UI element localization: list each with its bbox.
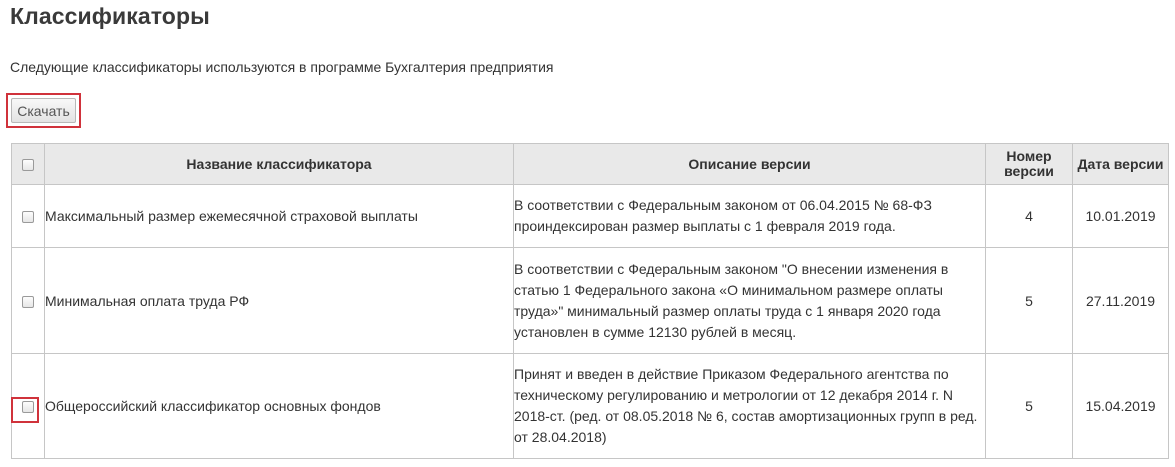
table-header-row bbox=[12, 144, 1169, 185]
version-description: В соответствии с Федеральным законом от 06.04.2015 № 68-ФЗ проиндексирован размер выплаты с 1 февраля 2019 года. bbox=[514, 185, 986, 248]
version-description: В соответствии с Федеральным законом "О внесении изменения в статью 1 Федерального закона «О минимальном размере оплаты труда»" минимальный размер оплаты труда с 1 января 2020 года установлен в сумме 12130 рублей в месяц. bbox=[514, 248, 986, 354]
version-number: 4 bbox=[986, 185, 1073, 248]
select-all-checkbox[interactable] bbox=[22, 159, 34, 171]
version-description: Принят и введен в действие Приказом Федерального агентства по техническому регулированию и метрологии от 12 декабря 2014 г. N 2018-ст. (ред. от 08.05.2018 № 6, состав амортизационных групп в ред. от 28.04.2018) bbox=[514, 354, 986, 459]
header-description[interactable]: Описание версии bbox=[514, 144, 986, 185]
page-title: Классификаторы bbox=[10, 3, 210, 29]
classifiers-table bbox=[11, 143, 1169, 459]
row-checkbox[interactable] bbox=[22, 296, 34, 308]
classifier-name: Минимальная оплата труда РФ bbox=[45, 248, 514, 354]
header-name[interactable]: Название классификатора bbox=[45, 144, 514, 185]
header-version-line2: версии bbox=[1004, 163, 1054, 179]
version-date: 15.04.2019 bbox=[1073, 354, 1169, 459]
header-version-line1: Номер bbox=[1006, 148, 1052, 164]
row-checkbox[interactable] bbox=[22, 211, 34, 223]
page-subtitle: Следующие классификаторы используются в программе Бухгалтерия предприятия bbox=[10, 59, 554, 75]
classifier-name: Максимальный размер ежемесячной страховой выплаты bbox=[45, 185, 514, 248]
version-date: 27.11.2019 bbox=[1073, 248, 1169, 354]
version-date: 10.01.2019 bbox=[1073, 185, 1169, 248]
table-row[interactable] bbox=[12, 185, 1169, 248]
table-row[interactable] bbox=[12, 354, 1169, 459]
header-date[interactable]: Дата версии bbox=[1073, 144, 1169, 185]
table-row[interactable] bbox=[12, 248, 1169, 354]
row-checkbox-cell bbox=[12, 248, 45, 354]
header-version[interactable] bbox=[986, 144, 1073, 185]
row-checkbox-cell bbox=[12, 185, 45, 248]
header-checkbox-cell bbox=[12, 144, 45, 185]
download-button[interactable]: Скачать bbox=[11, 98, 76, 123]
row-checkbox-highlight-frame bbox=[11, 397, 39, 423]
version-number: 5 bbox=[986, 354, 1073, 459]
version-number: 5 bbox=[986, 248, 1073, 354]
classifier-name: Общероссийский классификатор основных фондов bbox=[45, 354, 514, 459]
